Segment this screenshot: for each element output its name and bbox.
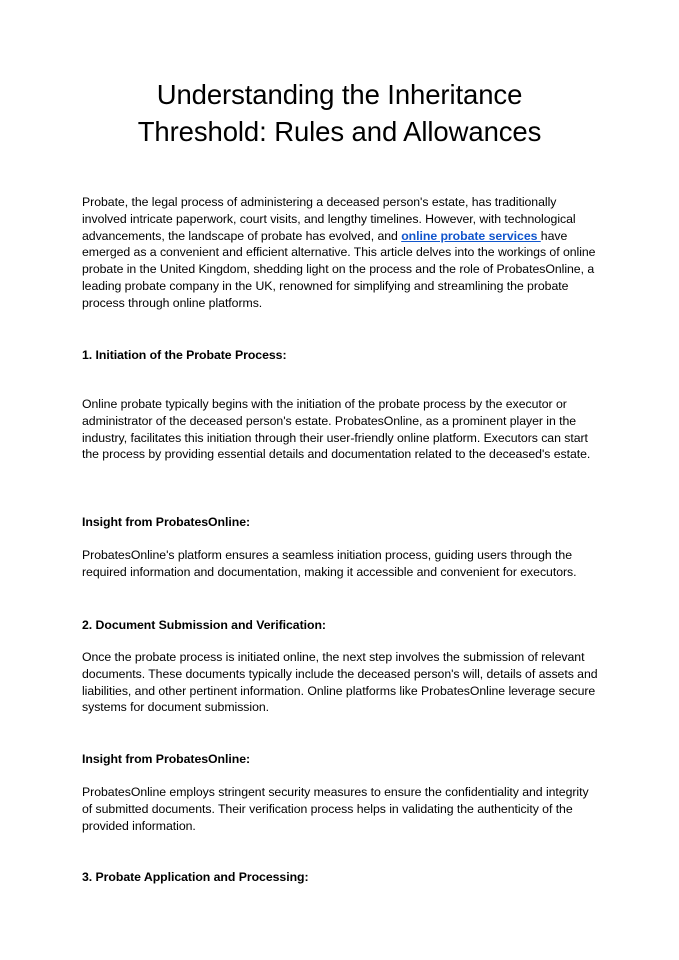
intro-text-after-link: have emerged as a convenient and efficient alternative. This article delves into the workings of online probate in the United Kingdom, shedding light on the process and the role of ProbatesOnline, a leading probate company in the UK, renowned for simplifying and streamlining the probate process through online platforms. — [82, 228, 596, 310]
section-1-heading: 1. Initiation of the Probate Process: — [82, 348, 287, 362]
online-probate-services-link[interactable]: online probate services — [401, 228, 541, 243]
section-1-insight-heading: Insight from ProbatesOnline: — [82, 515, 251, 529]
title-line-2: Threshold: Rules and Allowances — [137, 116, 542, 147]
section-1-body: Online probate typically begins with the initiation of the probate process by the executor or administrator of the deceased person's estate. ProbatesOnline, as a prominent player in the industry, facilitates this initiation through their user-friendly online platform. Executors can start the process by providing essential details and documentation related to the deceased's estate. — [82, 397, 591, 462]
title-line-1: Understanding the Inheritance — [156, 79, 523, 110]
section-2-insight-body: ProbatesOnline employs stringent security measures to ensure the confidentiality and integrity of submitted documents. Their verification process helps in validating the authenticity of the provided information. — [82, 785, 589, 833]
intro-text-before-link: Probate, the legal process of administering a deceased person's estate, has traditionally involved intricate paperwork, court visits, and lengthy timelines. However, with technological advancements, the landscape of probate has evolved, and — [82, 195, 576, 243]
intro-paragraph — [82, 194, 602, 312]
page-title — [0, 76, 679, 150]
section-2-insight-heading: Insight from ProbatesOnline: — [82, 752, 251, 766]
section-2-body: Once the probate process is initiated online, the next step involves the submission of relevant documents. These documents typically include the deceased person's will, details of assets and liabilities, and other pertinent information. Online platforms like ProbatesOnline leverage secure systems for document submission. — [82, 650, 598, 715]
section-1-insight-body: ProbatesOnline's platform ensures a seamless initiation process, guiding users through the required information and documentation, making it accessible and convenient for executors. — [82, 548, 577, 579]
section-3-heading: 3. Probate Application and Processing: — [82, 870, 309, 884]
section-2-heading: 2. Document Submission and Verification: — [82, 618, 326, 632]
